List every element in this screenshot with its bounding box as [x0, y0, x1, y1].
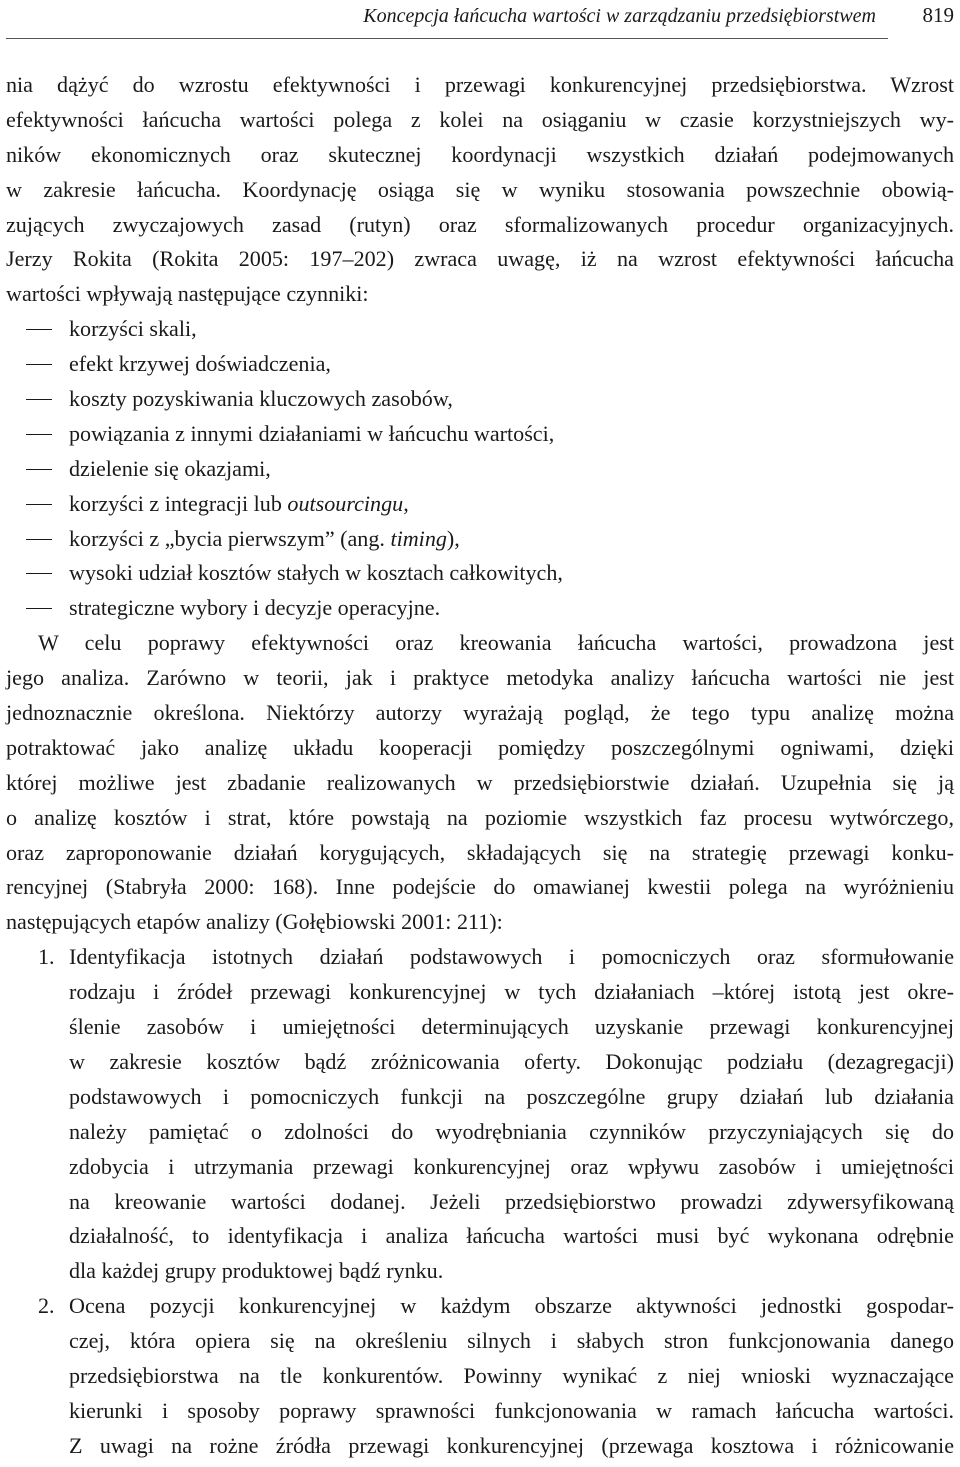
- item-text: Ocena pozycji konkurencyjnej w każdym obszarze aktywności jednostki gospodar-: [69, 1293, 954, 1319]
- numbered-item: [6, 940, 954, 975]
- text-line: dla każdej grupy produktowej bądź rynku.: [69, 1258, 444, 1284]
- text-line: przedsiębiorstwa na tle konkurentów. Powinny wynikać z niej wnioski wyznaczające: [69, 1362, 954, 1388]
- text-line: rencyjnej (Stabryła 2000: 168). Inne podejście do omawianej kwestii polega na wyróżnieniu: [6, 874, 954, 900]
- list-item: strategiczne wybory i decyzje operacyjne.: [6, 591, 954, 626]
- item-text: Identyfikacja istotnych działań podstawowych i pomocniczych oraz sformułowanie: [69, 944, 954, 970]
- list-item-text: ,: [403, 490, 409, 516]
- text-line: jednoznacznie określona. Niektórzy autorzy wyrażają pogląd, że tego typu analizę można: [6, 700, 954, 726]
- text-line: w zakresie łańcucha. Koordynację osiąga się w wyniku stosowania powszechnie obowią-: [6, 176, 954, 202]
- text-line: następujących etapów analizy (Gołębiowski 2001: 211):: [6, 909, 503, 935]
- list-item-text: korzyści z „bycia pierwszym” (ang.: [69, 525, 391, 551]
- text-line: kierunki i sposoby poprawy sprawności funkcjonowania w ramach łańcucha wartości.: [69, 1397, 954, 1423]
- item-number: 2.: [38, 1293, 55, 1319]
- text-line: Jerzy Rokita (Rokita 2005: 197–202) zwraca uwagę, iż na wzrost efektywności łańcucha: [6, 246, 954, 272]
- list-item-text: korzyści z integracji lub: [69, 490, 288, 516]
- text-line: nia dążyć do wzrostu efektywności i przewagi konkurencyjnej przedsiębiorstwa. Wzrost: [6, 72, 954, 97]
- text-line: na kreowanie wartości dodanej. Jeżeli przedsiębiorstwo prowadzi zdywersyfikowaną: [69, 1188, 954, 1214]
- text-line: ślenie zasobów i umiejętności determinujących uzyskanie przewagi konkurencyjnej: [69, 1014, 954, 1040]
- text-line: czej, która opiera się na określeniu silnych i słabych stron funkcjonowania danego: [69, 1328, 954, 1354]
- body-text: [6, 68, 954, 1464]
- text-line: w zakresie kosztów bądź zróżnicowania oferty. Dokonując podziału (dezagregacji): [69, 1048, 954, 1074]
- text-line: oraz zaproponowanie działań korygujących, składających się na strategię przewagi konku-: [6, 839, 954, 865]
- text-line: ników ekonomicznych oraz skutecznej koordynacji wszystkich działań podejmowanych: [6, 141, 954, 167]
- list-item: efekt krzywej doświadczenia,: [6, 347, 954, 382]
- text-line: o analizę kosztów i strat, które powstają na poziomie wszystkich faz procesu wytwórczego,: [6, 804, 954, 830]
- text-line: efektywności łańcucha wartości polega z kolei na osiąganiu w czasie korzystniejszych wy-: [6, 106, 954, 132]
- page-number: 819: [922, 3, 954, 27]
- numbered-item: [6, 1289, 954, 1324]
- list-item: powiązania z innymi działaniami w łańcuchu wartości,: [6, 417, 954, 452]
- list-item-text: ),: [446, 525, 460, 551]
- text-line: zujących zwyczajowych zasad (rutyn) oraz sformalizowanych procedur organizacyjnych.: [6, 211, 954, 237]
- text-line: zdobycia i utrzymania przewagi konkurencyjnej oraz wpływu zasobów i umiejętności: [69, 1153, 954, 1179]
- text-line: Z uwagi na rożne źródła przewagi konkurencyjnej (przewaga kosztowa i różnicowanie: [69, 1432, 954, 1458]
- text-line: wartości wpływają następujące czynniki:: [6, 281, 369, 307]
- list-item: dzielenie się okazjami,: [6, 452, 954, 487]
- list-item: korzyści skali,: [6, 312, 954, 347]
- text-line: jego analiza. Zarówno w teorii, jak i praktyce metodyka analizy łańcucha wartości nie jest: [6, 665, 954, 691]
- italic-term: timing: [390, 525, 447, 551]
- text-line: działalność, to identyfikacja i analiza łańcucha wartości musi być wykonana odrębnie: [69, 1223, 954, 1249]
- header-rule: [6, 38, 888, 39]
- page-header: [6, 0, 954, 40]
- text-line: potraktować jako analizę układu kooperacji pomiędzy poszczególnymi ogniwami, dzięki: [6, 734, 954, 760]
- item-number: 1.: [38, 944, 55, 970]
- running-title: Koncepcja łańcucha wartości w zarządzaniu przedsiębiorstwem: [363, 5, 876, 27]
- text-line: podstawowych i pomocniczych funkcji na poszczególne grupy działań lub działania: [69, 1083, 954, 1109]
- list-item: [6, 522, 954, 557]
- list-item: [6, 487, 954, 522]
- text-line: rodzaju i źródeł przewagi konkurencyjnej w tych działaniach –której istotą jest okre-: [69, 979, 954, 1005]
- list-item: koszty pozyskiwania kluczowych zasobów,: [6, 382, 954, 417]
- text-line: W celu poprawy efektywności oraz kreowania łańcucha wartości, prowadzona jest: [38, 630, 954, 656]
- italic-term: outsourcingu: [287, 490, 404, 516]
- text-line: należy pamiętać o zdolności do wyodrębniania czynników przyczyniających się do: [69, 1118, 954, 1144]
- list-item: wysoki udział kosztów stałych w kosztach całkowitych,: [6, 556, 954, 591]
- text-line: której możliwe jest zbadanie realizowanych w przedsiębiorstwie działań. Uzupełnia się ją: [6, 769, 954, 795]
